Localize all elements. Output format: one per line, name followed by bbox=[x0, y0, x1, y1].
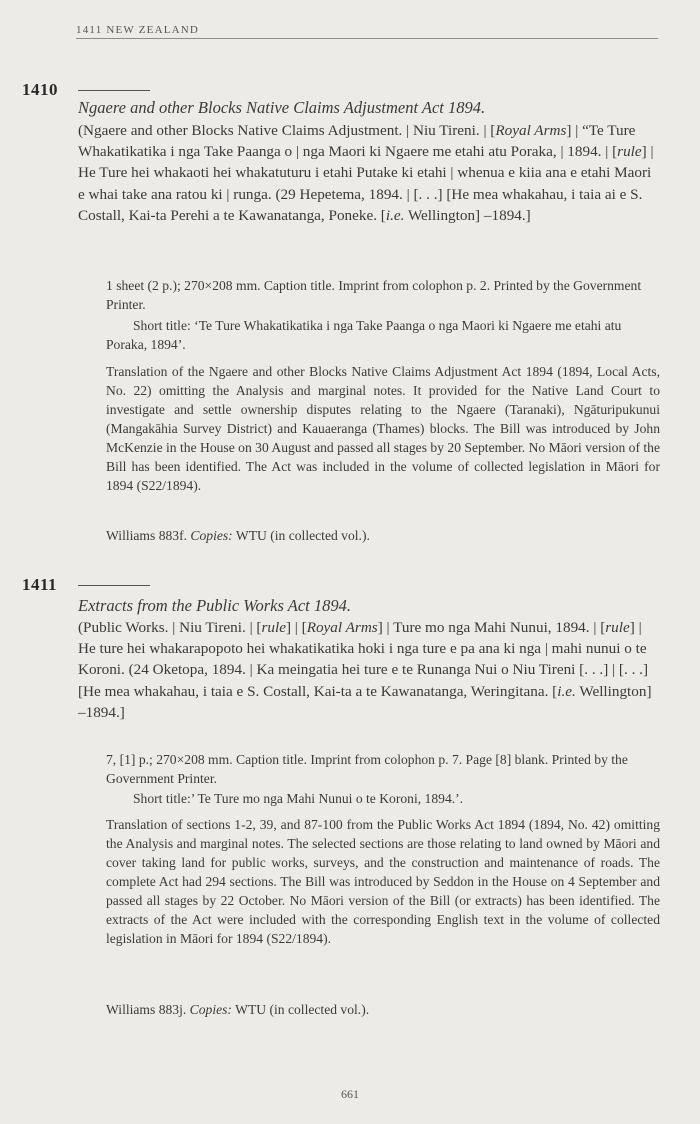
physical-description: 1 sheet (2 p.); 270×208 mm. Caption title. Imprint from colophon p. 2. Printed by the Government Printer. bbox=[106, 278, 642, 312]
running-head: 1411 NEW ZEALAND bbox=[76, 24, 200, 36]
physical-description: 7, [1] p.; 270×208 mm. Caption title. Imprint from colophon p. 7. Page [8] blank. Printed by the Government Printer. bbox=[106, 752, 628, 786]
copies-value: WTU (in collected vol.). bbox=[235, 1002, 370, 1017]
copies-label: Copies: bbox=[189, 1002, 232, 1017]
entry-title: Extracts from the Public Works Act 1894. bbox=[78, 596, 351, 615]
copies-value: WTU (in collected vol.). bbox=[235, 528, 370, 543]
entry-number: 1410 bbox=[22, 80, 58, 99]
entry-title: Ngaere and other Blocks Native Claims Adjustment Act 1894. bbox=[78, 98, 486, 117]
title-transcription: (Ngaere and other Blocks Native Claims Adjustment. | Niu Tireni. | [Royal Arms] | “Te Ture Whakatikatika i nga Take Paanga o | nga Maori ki Ngaere me etahi atu Poraka, | 1894. | [rule] | He Ture hei whakaoti hei whakatuturu i etahi Putake ki etahi | whenua e kiia ana e etahi Maori e whai take ana ratou ki | runga. (29 Hepetema, 1894. | [. . .] [He mea whakahau, i taia ai e S. Costall, Kai-ta Perehi a te Kawanatanga, Poneke. [i.e. Wellington] –1894.] bbox=[78, 122, 654, 224]
short-title: Short title:’ Te Ture mo nga Mahi Nunui o te Koroni, 1894.’. bbox=[133, 791, 464, 806]
williams-ref: Williams 883f. bbox=[106, 528, 188, 543]
references bbox=[106, 526, 660, 545]
entry-rule bbox=[78, 585, 150, 586]
title-transcription: (Public Works. | Niu Tireni. | [rule] | [Royal Arms] | Ture mo nga Mahi Nunui, 1894. | [rule] | He ture hei whakarapopoto hei whakatikatika hoki i nga ture e pa ana ki nga | mahi nunui o te Koroni. (24 Oketopa, 1894. | Ka meingatia hei ture e te Runanga Nui o Niu Tireni [. . .] | [. . .] [He mea whakahau, i taia e S. Costall, Kai-ta a te Kawanatanga, Weringitana. [i.e. Wellington] –1894.] bbox=[78, 619, 652, 721]
entry-number: 1411 bbox=[22, 575, 58, 594]
header-rule bbox=[76, 38, 658, 39]
descriptive-note: Translation of sections 1-2, 39, and 87-100 from the Public Works Act 1894 (1894, No. 42) omitting the Analysis and marginal notes. The selected sections are those relating to land owned by Māori and cover taking land for public works, surveys, and the construction and maintenance of roads. The complete Act had 294 sections. The Bill was introduced by Seddon in the House on 4 September and passed all stages by 22 October. No Māori version of the Bill (or extracts) has been identified. The extracts of the Act were included with the corresponding English text in the volume of collected legislation in Māori for 1894 (S22/1894). bbox=[106, 817, 660, 946]
copies-label: Copies: bbox=[190, 528, 233, 543]
williams-ref: Williams 883j. bbox=[106, 1002, 187, 1017]
entry-rule bbox=[78, 90, 150, 91]
page-number: 661 bbox=[341, 1087, 359, 1101]
short-title: Short title: ‘Te Ture Whakatikatika i nga Take Paanga o nga Maori ki Ngaere me etahi atu Poraka, 1894’. bbox=[106, 318, 622, 352]
descriptive-note: Translation of the Ngaere and other Blocks Native Claims Adjustment Act 1894 (1894, Local Acts, No. 22) omitting the Analysis and marginal notes. It provided for the Native Land Court to investigate and settle ownership disputes relating to the Ngaere (Taranaki), Ngāturipukunui (Mangakāhia Survey District) and Kauaeranga (Thames) blocks. The Bill was introduced by John McKenzie in the House on 30 August and passed all stages by 20 September. No Māori version of the Bill has been identified. The Act was included in the volume of collected legislation in Māori for 1894 (S22/1894). bbox=[106, 364, 660, 493]
references bbox=[106, 1000, 660, 1019]
